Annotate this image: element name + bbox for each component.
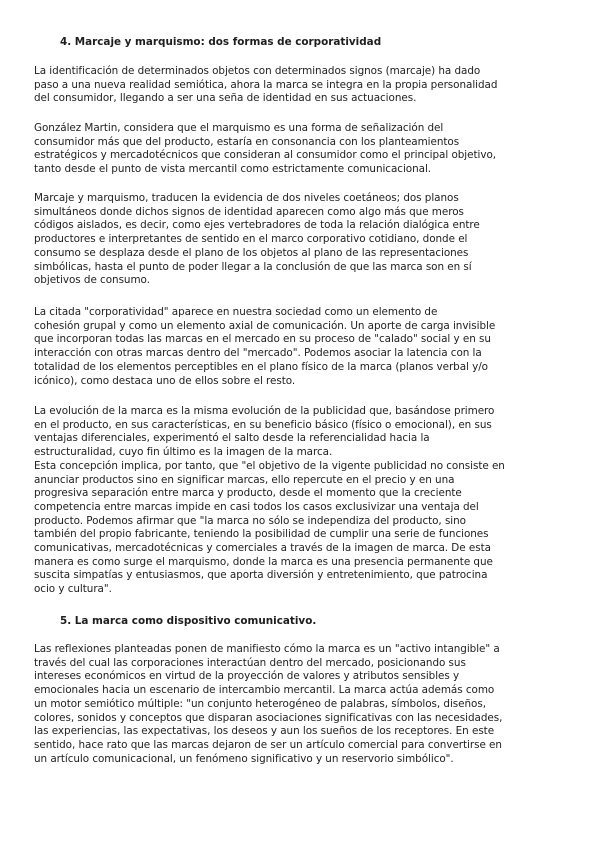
text-line: competencia entre marcas impide en casi todos los casos exclusivizar una ventaja del bbox=[34, 500, 479, 513]
text-line: consumo se desplaza desde el plano de los objetos al plano de las representaciones bbox=[34, 246, 469, 259]
text-line: Esta concepción implica, por tanto, que "el objetivo de la vigente publicidad no consiste en bbox=[34, 459, 505, 472]
text-line: suscita simpatías y entusiasmos, que aporta diversión y entretenimiento, que patrocina bbox=[34, 569, 488, 582]
paragraph bbox=[34, 192, 568, 288]
text-line: anunciar productos sino en significar marcas, ello repercute en el precio y en una bbox=[34, 473, 455, 486]
text-line: totalidad de los elementos perceptibles en el plano físico de la marca (planos verbal y/o bbox=[34, 360, 488, 373]
text-line: estratégicos y mercadotécnicos que consideran al consumidor como el principal objetivo, bbox=[34, 149, 497, 162]
text-line: simultáneos donde dichos signos de identidad aparecen como algo más que meros bbox=[34, 205, 464, 218]
text-line: progresiva separación entre marca y producto, desde el momento que la creciente bbox=[34, 487, 462, 500]
paragraph bbox=[34, 65, 568, 106]
text-line: estructuralidad, cuyo fin último es la imagen de la marca. bbox=[34, 446, 333, 459]
text-line: La citada "corporatividad" aparece en nuestra sociedad como un elemento de bbox=[34, 306, 438, 318]
text-line: también del propio fabricante, teniendo la posibilidad de cumplir una serie de funciones bbox=[34, 528, 489, 541]
text-line: emocionales hacia un escenario de intercambio mercantil. La marca actúa además como bbox=[34, 684, 495, 697]
text-line: paso a una nueva realidad semiótica, ahora la marca se integra en la propia personalidad bbox=[34, 78, 498, 91]
text-line: La evolución de la marca es la misma evolución de la publicidad que, basándose primero bbox=[34, 405, 495, 417]
text-line: ventajas diferenciales, experimentó el salto desde la referencialidad hacia la bbox=[34, 432, 430, 445]
text-line: un artículo comunicacional, un fenómeno significativo y un reservorio simbólico". bbox=[34, 752, 454, 765]
paragraph bbox=[34, 405, 568, 597]
text-line: colores, sonidos y conceptos que disparan asociaciones significativas con las necesidades, bbox=[34, 711, 503, 724]
text-line: Marcaje y marquismo, traducen la evidencia de dos niveles coetáneos; dos planos bbox=[34, 192, 459, 204]
text-line: códigos aislados, es decir, como ejes vertebradores de toda la relación dialógica entre bbox=[34, 219, 480, 232]
text-line: ocio y cultura". bbox=[34, 583, 112, 596]
text-line: un motor semiótico múltiple: "un conjunto heterogéneo de palabras, símbolos, diseños, bbox=[34, 697, 486, 710]
text-line: través del cual las corporaciones interactúan dentro del mercado, posicionando sus bbox=[34, 656, 466, 669]
text-line: González Martin, considera que el marquismo es una forma de señalización del bbox=[34, 122, 444, 134]
paragraph bbox=[34, 643, 568, 766]
text-line: consumidor más que del producto, estaría en consonancia con los planteamientos bbox=[34, 135, 460, 148]
text-line: producto. Podemos afirmar que "la marca no sólo se independiza del producto, sino bbox=[34, 514, 466, 527]
text-line: Las reflexiones planteadas ponen de manifiesto cómo la marca es un "activo intangible" a bbox=[34, 643, 500, 655]
text-line: tanto desde el punto de vista mercantil como estrictamente comunicacional. bbox=[34, 163, 432, 176]
text-line: en el producto, en sus características, en su beneficio básico (físico o emocional), en sus bbox=[34, 418, 492, 431]
text-line: del consumidor, llegando a ser una seña de identidad en sus actuaciones. bbox=[34, 92, 417, 105]
text-line: objetivos de consumo. bbox=[34, 274, 150, 287]
text-line: sentido, hace rato que las marcas dejaron de ser un artículo comercial para convertirse en bbox=[34, 738, 502, 751]
section-5-heading: 5. La marca como dispositivo comunicativo. bbox=[60, 615, 317, 627]
text-line: simbólicas, hasta el punto de poder llegar a la conclusión de que las marca son en sí bbox=[34, 260, 472, 273]
text-line: icónico), como destaca uno de ellos sobre el resto. bbox=[34, 374, 296, 387]
text-line: las experiencias, las expectativas, los deseos y aun los sueños de los receptores. En este bbox=[34, 725, 495, 738]
text-line: La identificación de determinados objetos con determinados signos (marcaje) ha dado bbox=[34, 65, 481, 77]
section-4-heading: 4. Marcaje y marquismo: dos formas de corporatividad bbox=[60, 36, 382, 48]
text-line: cohesión grupal y como un elemento axial de comunicación. Un aporte de carga invisible bbox=[34, 319, 496, 332]
text-line: productores e interpretantes de sentido en el marco corporativo cotidiano, donde el bbox=[34, 233, 468, 246]
text-line: manera es como surge el marquismo, donde la marca es una presencia permanente que bbox=[34, 555, 493, 568]
text-line: que incorporan todas las marcas en el mercado en su proceso de "calado" social y en su bbox=[34, 333, 491, 346]
text-line: intereses económicos en virtud de la proyección de valores y atributos sensibles y bbox=[34, 670, 460, 683]
text-line: interacción con otras marcas dentro del "mercado". Podemos asociar la latencia con la bbox=[34, 347, 482, 360]
paragraph bbox=[34, 122, 568, 177]
paragraph bbox=[34, 306, 568, 388]
text-line: comunicativas, mercadotécnicas y comerciales a través de la imagen de marca. De esta bbox=[34, 542, 491, 555]
